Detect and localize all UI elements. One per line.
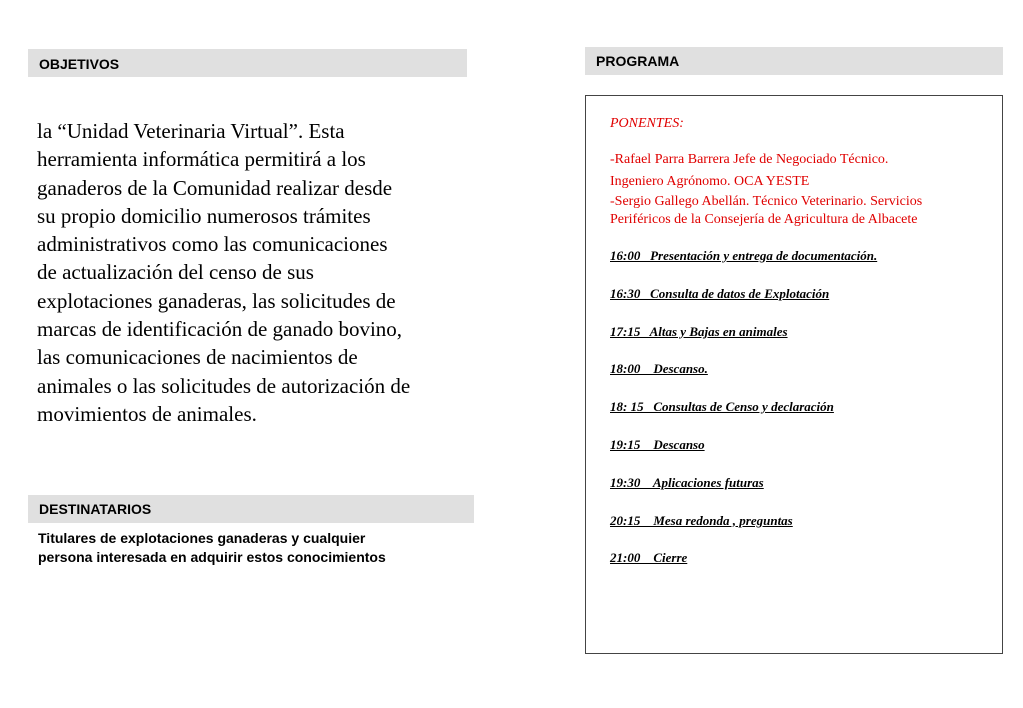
- schedule-item: 18:00 Descanso.: [610, 361, 708, 377]
- objetivos-line: las comunicaciones de nacimientos de: [37, 345, 358, 370]
- objetivos-line: marcas de identificación de ganado bovino,: [37, 317, 403, 342]
- schedule-item: 19:30 Aplicaciones futuras: [610, 474, 764, 490]
- objetivos-line: explotaciones ganaderas, las solicitudes de: [37, 288, 396, 313]
- schedule-item: 16:30 Consulta de datos de Explotación: [610, 285, 830, 301]
- ponente-line: Periféricos de la Consejería de Agricultura de Albacete: [610, 212, 918, 227]
- schedule-item: 20:15 Mesa redonda , preguntas: [610, 512, 793, 528]
- objetivos-line: de actualización del censo de sus: [37, 260, 314, 285]
- destinatarios-text: [38, 529, 478, 567]
- schedule-item: 19:15 Descanso: [610, 436, 705, 452]
- schedule-list: [610, 246, 877, 586]
- objetivos-line: ganaderos de la Comunidad realizar desde: [37, 175, 393, 200]
- objetivos-line: su propio domicilio numerosos trámites: [37, 203, 371, 228]
- schedule-item: 18: 15 Consultas de Censo y declaración: [610, 399, 834, 415]
- objetivos-text: [37, 117, 472, 428]
- objetivos-line: herramienta informática permitirá a los: [37, 147, 366, 172]
- ponentes-title: PONENTES:: [610, 116, 684, 131]
- ponente-line: Ingeniero Agrónomo. OCA YESTE: [610, 174, 810, 189]
- schedule-item: 17:15 Altas y Bajas en animales: [610, 323, 788, 339]
- ponente-line: -Sergio Gallego Abellán. Técnico Veterinario. Servicios: [610, 194, 923, 209]
- destinatarios-line: persona interesada en adquirir estos conocimientos: [38, 549, 386, 565]
- objetivos-line: administrativos como las comunicaciones: [37, 232, 388, 257]
- objetivos-line: animales o las solicitudes de autorización de: [37, 373, 411, 398]
- schedule-item: 21:00 Cierre: [610, 550, 688, 566]
- programa-box: [585, 95, 1003, 654]
- ponente-line: -Rafael Parra Barrera Jefe de Negociado Técnico.: [610, 152, 889, 167]
- objetivos-line: la “Unidad Veterinaria Virtual”. Esta: [37, 119, 345, 143]
- objetivos-line: movimientos de animales.: [37, 401, 257, 426]
- objetivos-header: OBJETIVOS: [28, 49, 467, 77]
- schedule-item: 16:00 Presentación y entrega de documentación.: [610, 248, 878, 263]
- ponentes-list: [610, 149, 995, 229]
- programa-header: PROGRAMA: [585, 47, 1003, 75]
- destinatarios-line: Titulares de explotaciones ganaderas y cualquier: [38, 530, 366, 546]
- destinatarios-header: DESTINATARIOS: [28, 495, 474, 523]
